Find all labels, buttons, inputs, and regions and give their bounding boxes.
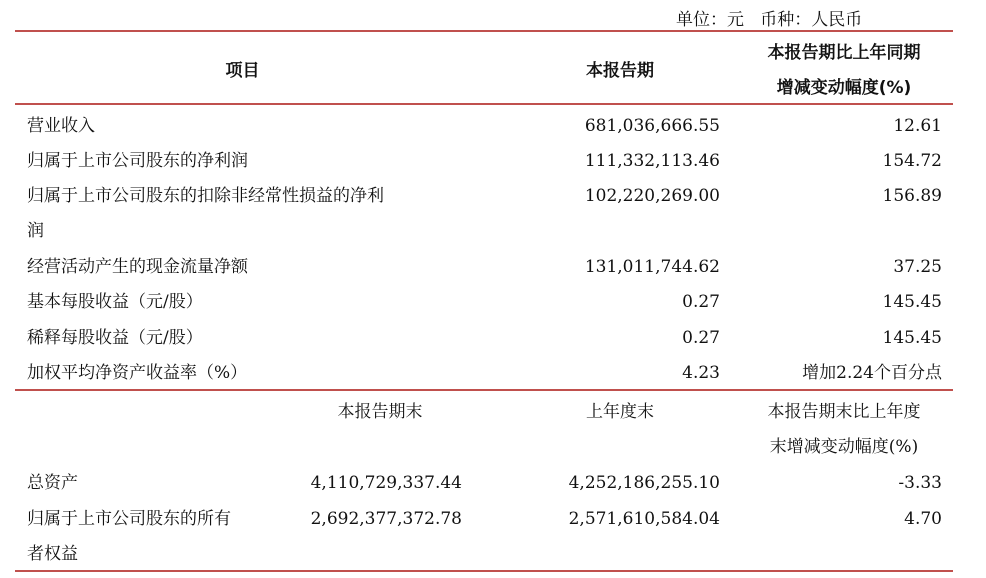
- row-change: -3.33: [898, 473, 942, 493]
- row-current: 681,036,666.55: [584, 116, 720, 136]
- row-label-line1: 归属于上市公司股东的扣除非经常性损益的净利: [27, 186, 384, 206]
- header-item: 项目: [225, 61, 260, 81]
- row-current: 131,011,744.62: [584, 257, 720, 277]
- table-top-border: [15, 30, 953, 32]
- row-change: 145.45: [882, 328, 942, 348]
- header-yoy-change-line2: 增减变动幅度(%): [776, 78, 912, 98]
- row-prior-year-end: 4,252,186,255.10: [568, 473, 720, 493]
- row-label: 归属于上市公司股东的净利润: [27, 151, 248, 171]
- row-period-end: 4,110,729,337.44: [310, 473, 462, 493]
- row-label: 稀释每股收益（元/股）: [27, 328, 203, 348]
- row-label: 基本每股收益（元/股）: [27, 292, 203, 312]
- row-change: 4.70: [904, 509, 942, 529]
- row-current: 4.23: [682, 363, 720, 383]
- row-change: 37.25: [893, 257, 942, 277]
- unit-currency-note: 单位：元 币种：人民币: [676, 10, 863, 30]
- row-change: 156.89: [882, 186, 942, 206]
- header-change-line2: 末增减变动幅度(%): [769, 437, 919, 457]
- row-label: 营业收入: [27, 116, 95, 136]
- row-label-line2: 润: [27, 221, 44, 241]
- row-label: 加权平均净资产收益率（%）: [27, 363, 248, 383]
- header-period-end: 本报告期末: [337, 402, 423, 422]
- row-change: 12.61: [893, 116, 942, 136]
- header-divider: [15, 103, 953, 105]
- row-change: 154.72: [882, 151, 942, 171]
- row-current: 0.27: [682, 328, 720, 348]
- row-change: 145.45: [882, 292, 942, 312]
- row-current: 0.27: [682, 292, 720, 312]
- row-label: 总资产: [27, 473, 78, 493]
- row-label: 经营活动产生的现金流量净额: [27, 257, 248, 277]
- row-period-end: 2,692,377,372.78: [310, 509, 462, 529]
- row-label-line2: 者权益: [27, 544, 78, 564]
- row-change: 增加2.24个百分点: [802, 363, 942, 383]
- header-yoy-change-line1: 本报告期比上年同期: [767, 43, 921, 63]
- row-prior-year-end: 2,571,610,584.04: [568, 509, 720, 529]
- header-change-line1: 本报告期末比上年度: [767, 402, 921, 422]
- table-bottom-border: [15, 570, 953, 572]
- header-current-period: 本报告期: [586, 61, 654, 81]
- section-divider: [15, 389, 953, 391]
- header-prior-year-end: 上年度末: [586, 402, 654, 422]
- row-current: 102,220,269.00: [584, 186, 720, 206]
- row-label-line1: 归属于上市公司股东的所有: [27, 509, 231, 529]
- row-current: 111,332,113.46: [584, 151, 720, 171]
